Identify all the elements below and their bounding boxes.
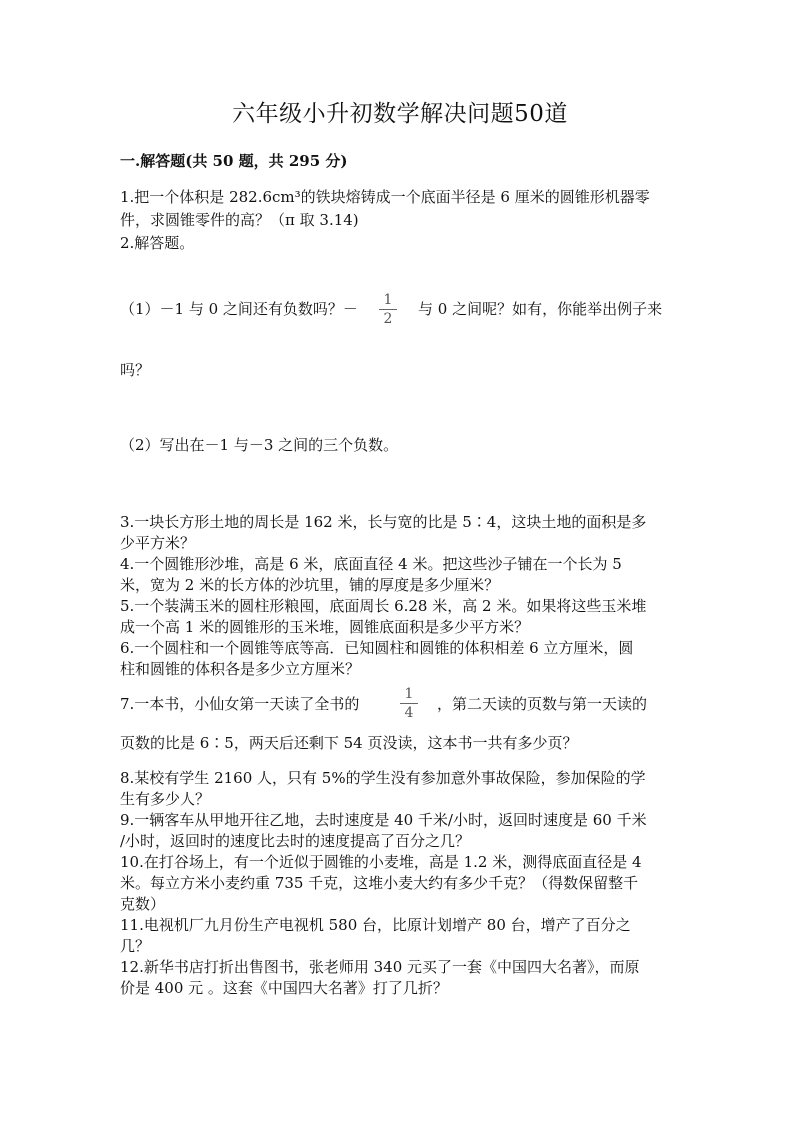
question-5-line-2: 成一个高 1 米的圆锥形的玉米堆，圆锥底面积是多少平方米？ xyxy=(120,618,530,636)
question-3-line-1: 3.一块长方形土地的周长是 162 米，长与宽的比是 5∶4，这块土地的面积是多 xyxy=(120,513,647,531)
question-4-line-1: 4.一个圆锥形沙堆，高是 6 米，底面直径 4 米。把这些沙子铺在一个长为 5 xyxy=(120,555,622,573)
question-12-line-2: 价是 400 元 。这套《中国四大名著》打了几折？ xyxy=(120,979,448,997)
question-10-line-3: 克数） xyxy=(120,895,166,913)
question-7-line-1-b: ，第二天读的页数与第一天读的 xyxy=(437,695,648,713)
question-12-line-1: 12.新华书店打折出售图书，张老师用 340 元买了一套《中国四大名著》，而原 xyxy=(120,958,640,976)
question-3-line-2: 少平方米？ xyxy=(120,534,196,552)
fraction-numerator: 1 xyxy=(383,292,393,308)
question-2-part-2: （2）写出在－1 与－3 之间的三个负数。 xyxy=(120,436,399,454)
question-7-line-2: 页数的比是 6∶5，两天后还剩下 54 页没读，这本书一共有多少页？ xyxy=(120,734,578,752)
question-9-line-2: /小时，返回时的速度比去时的速度提高了百分之几？ xyxy=(120,832,471,850)
question-7-line-1-a: 7.一本书，小仙女第一天读了全书的 xyxy=(120,695,360,713)
fraction-numerator: 1 xyxy=(404,686,414,702)
section-heading: 一.解答题(共 50 题，共 295 分) xyxy=(120,152,348,170)
question-10-line-1: 10.在打谷场上，有一个近似于圆锥的小麦堆，高是 1.2 米，测得底面直径是 4 xyxy=(120,853,642,871)
fraction-denominator: 4 xyxy=(404,705,414,721)
question-8-line-1: 8.某校有学生 2160 人，只有 5%的学生没有参加意外事故保险，参加保险的学 xyxy=(120,769,646,787)
question-10-line-2: 米。每立方米小麦约重 735 千克，这堆小麦大约有多少千克？（得数保留整千 xyxy=(120,874,639,892)
question-11-line-2: 几？ xyxy=(120,937,151,955)
question-8-line-2: 生有多少人？ xyxy=(120,790,211,808)
fraction-one-half xyxy=(379,293,397,326)
question-2-part-1-b: 与 0 之间呢？如有，你能举出例子来 xyxy=(418,300,663,318)
page-title: 六年级小升初数学解决问题50道 xyxy=(232,101,568,127)
question-4-line-2: 米，宽为 2 米的长方体的沙坑里，铺的厚度是多少厘米？ xyxy=(120,576,500,594)
fraction-one-quarter xyxy=(400,687,418,720)
question-1-line-2: 件，求圆锥零件的高？（π 取 3.14) xyxy=(120,211,359,229)
question-2-heading: 2.解答题。 xyxy=(120,234,195,252)
question-2-part-1-a: （1）－1 与 0 之间还有负数吗？－ xyxy=(120,300,358,318)
fraction-denominator: 2 xyxy=(383,311,393,327)
question-2-part-1-c: 吗？ xyxy=(120,361,151,379)
question-9-line-1: 9.一辆客车从甲地开往乙地，去时速度是 40 千米/小时，返回时速度是 60 千米 xyxy=(120,811,647,829)
question-6-line-2: 柱和圆锥的体积各是多少立方厘米？ xyxy=(120,660,361,678)
question-1-line-1: 1.把一个体积是 282.6cm³的铁块熔铸成一个底面半径是 6 厘米的圆锥形机器零 xyxy=(120,188,650,206)
question-6-line-1: 6.一个圆柱和一个圆锥等底等高．已知圆柱和圆锥的体积相差 6 立方厘米，圆 xyxy=(120,639,634,657)
question-11-line-1: 11.电视机厂九月份生产电视机 580 台，比原计划增产 80 台，增产了百分之 xyxy=(120,916,631,934)
fraction-bar xyxy=(379,309,397,310)
question-5-line-1: 5.一个装满玉米的圆柱形粮囤，底面周长 6.28 米，高 2 米。如果将这些玉米堆 xyxy=(120,597,647,615)
fraction-bar xyxy=(400,703,418,704)
